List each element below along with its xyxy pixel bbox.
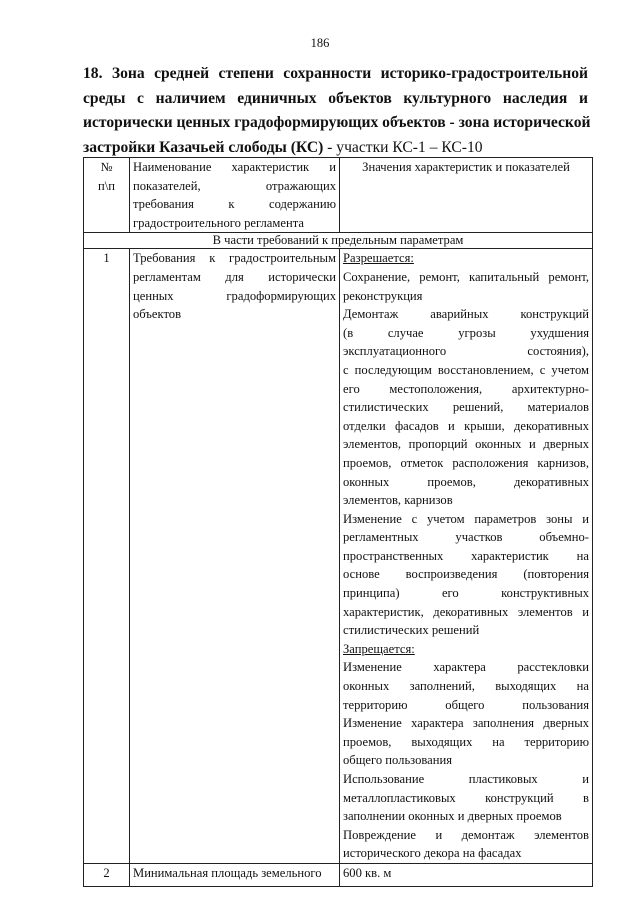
value-line: отделки фасадов и крыши, декоративных	[343, 418, 589, 433]
value-line: общего пользования	[343, 753, 453, 768]
value-line: Использование пластиковых и	[343, 772, 589, 786]
value-line: элементов, пропорций оконных и дверных	[343, 437, 589, 452]
value-line: проемов, отметок расположения карнизов,	[343, 455, 589, 470]
value-line: основе воспроизведения (повторения	[343, 567, 589, 582]
row-name-cell: Минимальная площадь земельного	[130, 863, 340, 886]
value-line: проемов, выходящих на территорию	[343, 734, 589, 749]
value-line: его местоположения, архитектурно-	[343, 381, 589, 396]
value-line: пространственных характеристик на	[343, 548, 589, 563]
heading-line: исторически ценных градоформирующих объектов - зона исторической	[83, 114, 591, 131]
header-name-line: градостроительного регламента	[133, 215, 304, 230]
row-value-cell	[340, 249, 593, 864]
value-line: Сохранение, ремонт, капитальный ремонт,	[343, 269, 589, 284]
row-number: 2	[84, 863, 130, 886]
row-name-line: регламентам для исторически	[133, 269, 336, 284]
heading-line: 18. Зона средней степени сохранности историко-градостроительной	[83, 65, 588, 82]
value-line: эксплуатационного состояния),	[343, 344, 589, 359]
value-line: принципа) его конструктивных	[343, 586, 589, 601]
section-title: В части требований к предельным параметрам	[84, 233, 593, 249]
header-number-line: №	[100, 160, 113, 174]
value-line: с последующим восстановлением, с учетом	[343, 362, 589, 377]
table-header-row	[84, 158, 593, 233]
row-value-cell: 600 кв. м	[340, 863, 593, 886]
heading-line: среды с наличием единичных объектов культурного наследия и	[83, 89, 588, 107]
forbidden-label: Запрещается:	[343, 641, 415, 656]
value-line: Изменение с учетом параметров зоны и	[343, 511, 589, 526]
value-line: стилистических решений, материалов	[343, 400, 589, 415]
row-name-cell	[130, 249, 340, 864]
row-name-line: объектов	[133, 307, 182, 322]
value-line: оконных проемов, декоративных	[343, 474, 589, 489]
value-line: реконструкция	[343, 288, 423, 303]
table-row	[84, 249, 593, 864]
table-row	[84, 863, 593, 886]
value-line: стилистических решений	[343, 623, 480, 638]
value-line: Изменение характера заполнения дверных	[343, 716, 589, 731]
value-line: территорию общего пользования	[343, 697, 589, 712]
row-number: 1	[84, 249, 130, 864]
zone-heading	[83, 62, 591, 160]
value-line: заполнении оконных и дверных проемов	[343, 809, 562, 824]
value-line: оконных заполнений, выходящих на	[343, 679, 589, 694]
heading-zone-sites: - участки КС-1 – КС-10	[323, 138, 483, 156]
row-name-line: Требования к градостроительным	[133, 251, 336, 266]
section-row	[84, 233, 593, 249]
row-name-line: ценных градоформирующих	[133, 288, 336, 303]
value-line: Изменение характера расстекловки	[343, 660, 589, 675]
header-values-cell: Значения характеристик и показателей	[340, 158, 593, 233]
value-line: исторического декора на фасадах	[343, 846, 522, 861]
value-line: регламентных участков объемно-	[343, 530, 589, 545]
header-number-cell	[84, 158, 130, 233]
value-line: металлопластиковых конструкций в	[343, 790, 589, 805]
header-name-line: требования к содержанию	[133, 197, 336, 212]
allowed-label: Разрешается:	[343, 251, 414, 266]
value-line: элементов, карнизов	[343, 493, 453, 508]
page-number: 186	[310, 36, 330, 50]
value-line: Повреждение и демонтаж элементов	[343, 827, 589, 842]
header-name-cell	[130, 158, 340, 233]
header-name-line: показателей, отражающих	[133, 178, 336, 193]
value-line: Демонтаж аварийных конструкций	[343, 307, 589, 322]
value-line: характеристик, декоративных элементов и	[343, 604, 589, 619]
heading-bold-part: застройки Казачьей слободы (КС)	[83, 138, 324, 156]
header-number-line: п\п	[98, 178, 115, 193]
regulations-table	[83, 157, 593, 887]
value-line: (в случае угрозы ухудшения	[343, 325, 589, 340]
header-name-line: Наименование характеристик и	[133, 160, 336, 174]
